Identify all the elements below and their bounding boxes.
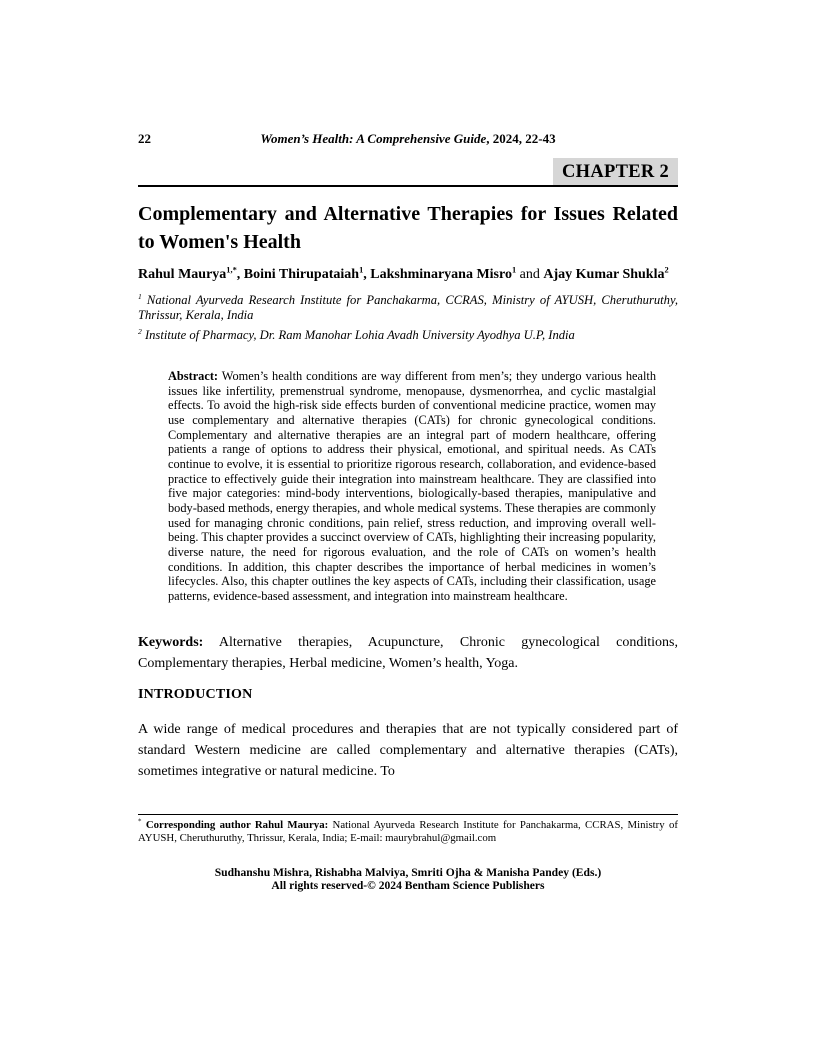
author-affiliation-marker: 1 [511,265,517,275]
content-column [138,131,678,782]
author-affiliation-marker: 1 [359,265,364,275]
introduction-heading: INTRODUCTION [138,686,253,702]
footnote-text [138,819,678,845]
keywords-text: Alternative therapies, Acupuncture, Chronic gynecological conditions, Complementary therapies, Herbal medicine, Women’s health, Yoga. [138,634,678,671]
page-number: 22 [138,131,151,146]
running-title-pages: , 2024, 22-43 [486,131,556,146]
affiliation-marker: 1 [138,291,142,301]
keywords [138,632,678,674]
author-name: Lakshminaryana Misro [370,267,512,282]
copyright-line: All rights reserved-© 2024 Bentham Science Publishers [271,879,545,892]
chapter-title: Complementary and Alternative Therapies for Issues Related to Women's Health [138,203,678,253]
author-separator: , [236,267,244,282]
author-name: Boini Thirupataiah [243,267,360,282]
footnote-body-text: National Ayurveda Research Institute for Panchakarma, CCRAS, Ministry of AYUSH, Cheruthuruthy, Thrissur, Kerala, India; E-mail: maurybrahul@gmail.com [138,819,678,844]
abstract-text: Women’s health conditions are way different from men’s; they undergo various health issues like infertility, premenstrual syndrome, menopause, dysmenorrhea, and cyclic mastalgial effects. To avoid the high-risk side effects burden of conventional medicine practice, women may use complementary and alternative therapies (CATs) for chronic gynecological conditions. Complementary and alternative therapies are an integral part of modern healthcare, offering patients a range of options to address their physical, emotional, and spiritual needs. As CATs continue to evolve, it is essential to prioritize rigorous research, collaboration, and evidence-based practice to effectively guide their integration into mainstream healthcare. They are classified into five major categories: mind-body interventions, biologically-based therapies, manipulative and body-based methods, energy therapies, and whole medical systems. These therapies are commonly used for managing chronic conditions, pain relief, stress reduction, and improving overall well-being. This chapter provides a succinct overview of CATs, highlighting their increasing popularity, diverse nature, the need for rigorous evaluation, and the role of CATs on women’s health conditions. In addition, this chapter describes the importance of herbal medicines in women’s lifecycles. Also, this chapter outlines the key aspects of CATs, including their classification, usage patterns, evidence-based assessment, and integration into mainstream healthcare. [168,369,656,603]
footnote-marker: * [138,817,142,826]
keywords-label: Keywords: [138,634,204,650]
running-head [138,131,678,147]
author-and-word: and [516,267,544,282]
abstract [168,369,656,604]
affiliation-2 [138,328,678,343]
publisher-footer [0,866,816,892]
affiliation-text: National Ayurveda Research Institute for Panchakarma, CCRAS, Ministry of AYUSH, Cheruthuruthy, Thrissur, Kerala, India [138,292,678,322]
footnote-bold-text: Corresponding author Rahul Maurya: [145,819,329,831]
author-affiliation-marker: 1,* [226,265,237,275]
affiliation-1 [138,293,678,323]
editors-line: Sudhanshu Mishra, Rishabha Malviya, Smriti Ojha & Manisha Pandey (Eds.) [214,866,602,879]
author-name: Ajay Kumar Shukla [543,267,665,282]
chapter-badge: CHAPTER 2 [553,158,678,185]
author-name: Rahul Maurya [138,267,227,282]
affiliations [138,293,678,344]
chapter-header-rule [138,158,678,187]
author-affiliation-marker: 2 [664,265,669,275]
authors-line [138,267,678,284]
running-title-book: Women’s Health: A Comprehensive Guide [260,131,487,146]
affiliation-marker: 2 [138,326,142,336]
affiliation-text: Institute of Pharmacy, Dr. Ram Manohar Lohia Avadh University Ayodhya U.P, India [144,327,575,342]
corresponding-author-footnote [138,814,678,845]
abstract-label: Abstract: [168,369,219,384]
running-title [260,131,555,146]
introduction-paragraph: A wide range of medical procedures and therapies that are not typically considered part of standard Western medicine are called complementary and alternative therapies (CATs), sometimes integrative or natural medicine. To [138,721,678,779]
author-separator: , [363,267,371,282]
